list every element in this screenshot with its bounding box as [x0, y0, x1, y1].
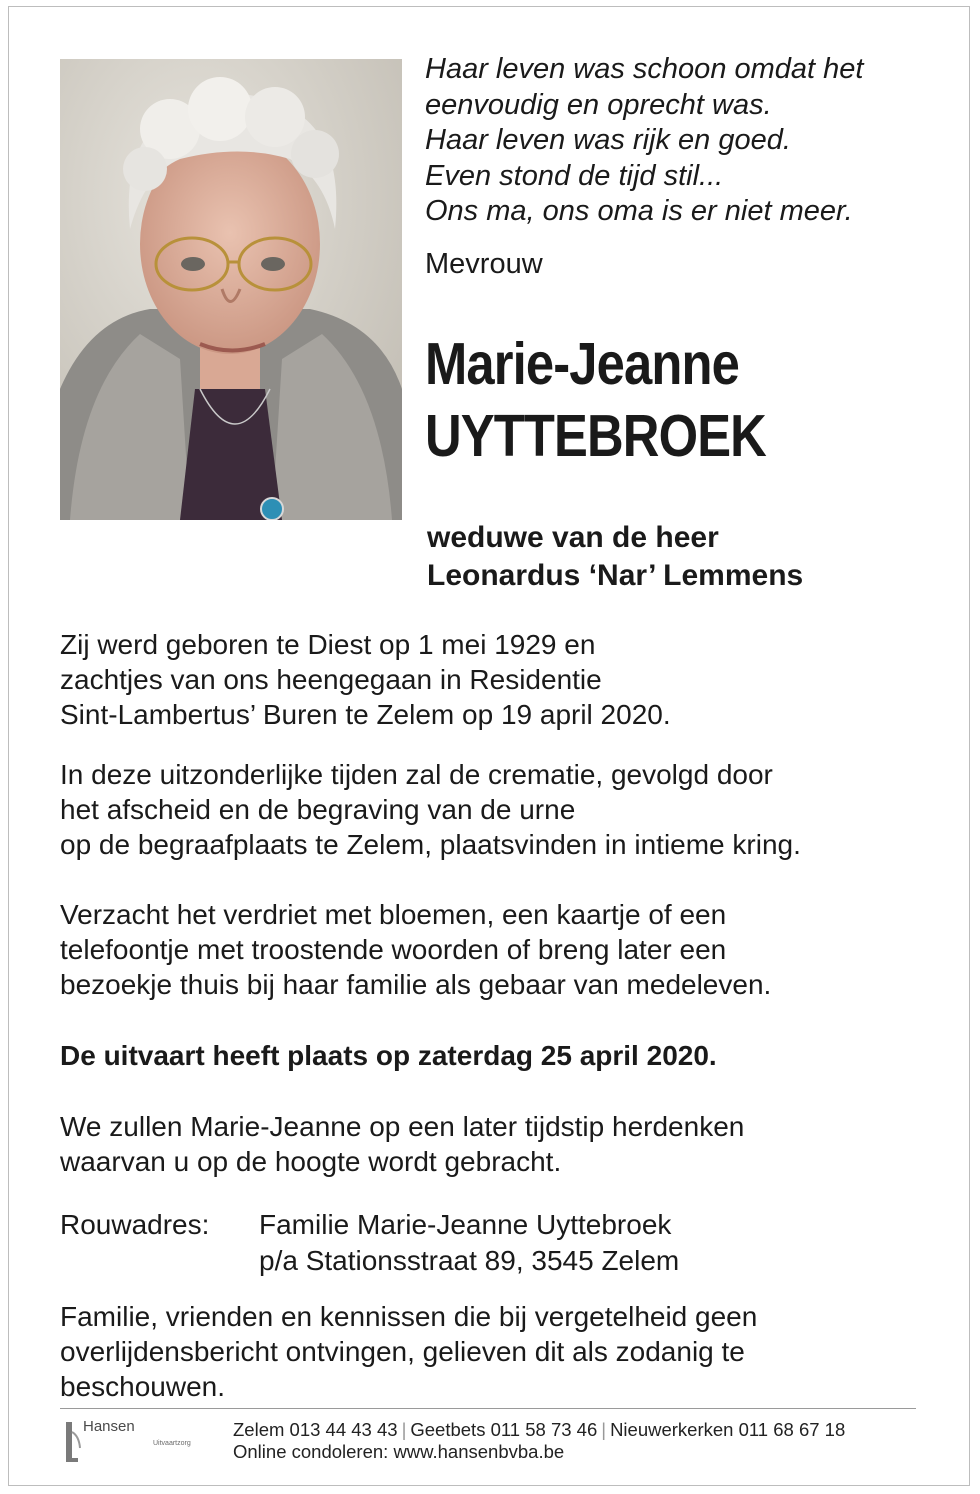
portrait-photo: [60, 59, 402, 520]
poem: [425, 52, 863, 230]
poem-line: Haar leven was schoon omdat het: [425, 53, 864, 85]
address-label: Rouwadres:: [60, 1209, 210, 1240]
separator: |: [601, 1419, 607, 1440]
paragraph-line: overlijdensbericht ontvingen, gelieven dit als zodanig te: [60, 1336, 745, 1368]
poem-line: eenvoudig en oprecht was.: [425, 88, 772, 121]
address-line: Familie Marie-Jeanne Uyttebroek: [259, 1209, 672, 1240]
funeral-date-text: De uitvaart heeft plaats op zaterdag 25 april 2020.: [60, 1040, 717, 1071]
birth-death-paragraph: [60, 627, 671, 733]
honorific: Mevrouw: [425, 248, 543, 280]
separator: |: [401, 1419, 407, 1440]
paragraph-line: Zij werd geboren te Diest op 1 mei 1929 en: [60, 629, 596, 660]
paragraph-line: bezoekje thuis bij haar familie als gebaar van medeleven.: [60, 969, 772, 1001]
phone-zelem: Zelem 013 44 43 43: [233, 1419, 398, 1440]
condolence-paragraph: [60, 897, 771, 1003]
logo-figure-icon: [63, 1418, 83, 1462]
logo-name: Hansen: [83, 1418, 135, 1435]
paragraph-line: zachtjes van ons heengegaan in Residentie: [60, 664, 602, 696]
poem-line: Even stond de tijd stil...: [425, 159, 724, 192]
address-line: p/a Stationsstraat 89, 3545 Zelem: [259, 1244, 680, 1276]
portrait-illustration: [60, 59, 402, 520]
paragraph-line: Familie, vrienden en kennissen die bij vergetelheid geen: [60, 1301, 758, 1332]
address-lines: [259, 1207, 679, 1278]
paragraph-line: op de begraafplaats te Zelem, plaatsvinden in intieme kring.: [60, 829, 801, 861]
widow-line: weduwe van de heer: [427, 521, 719, 554]
ceremony-paragraph: [60, 757, 801, 863]
poem-line: Haar leven was rijk en goed.: [425, 124, 791, 156]
notice-paragraph: [60, 1299, 757, 1405]
spouse-name: Leonardus ‘Nar’ Lemmens: [427, 559, 804, 592]
footer-divider: [60, 1408, 916, 1409]
last-name: UYTTEBROEK: [425, 403, 766, 469]
phone-nieuwerkerken: Nieuwerkerken 011 68 67 18: [610, 1419, 846, 1440]
paragraph-line: telefoontje met troostende woorden of breng later een: [60, 934, 727, 966]
remembrance-paragraph: [60, 1109, 744, 1179]
paragraph-line: In deze uitzonderlijke tijden zal de crematie, gevolgd door: [60, 759, 773, 790]
paragraph-line: We zullen Marie-Jeanne op een later tijdstip herdenken: [60, 1111, 745, 1142]
funeral-home-logo: [63, 1418, 198, 1462]
paragraph-line: waarvan u op de hoogte wordt gebracht.: [60, 1146, 562, 1178]
online-condolence-link[interactable]: Online condoleren: www.hansenbvba.be: [233, 1441, 565, 1462]
paragraph-line: Sint-Lambertus’ Buren te Zelem op 19 april 2020.: [60, 699, 671, 731]
paragraph-line: het afscheid en de begraving van de urne: [60, 794, 576, 826]
phone-geetbets: Geetbets 011 58 73 46: [410, 1419, 598, 1440]
deceased-name: [425, 328, 766, 472]
footer-contact: [233, 1419, 845, 1463]
poem-line: Ons ma, ons oma is er niet meer.: [425, 195, 853, 227]
widow-of: [427, 519, 803, 595]
paragraph-line: Verzacht het verdriet met bloemen, een kaartje of een: [60, 899, 727, 930]
phone-line: [233, 1419, 845, 1441]
funeral-date: [60, 1038, 717, 1073]
logo-subtitle: Uitvaartzorg: [153, 1440, 191, 1447]
paragraph-line: beschouwen.: [60, 1371, 226, 1403]
first-name: Marie-Jeanne: [425, 331, 739, 397]
